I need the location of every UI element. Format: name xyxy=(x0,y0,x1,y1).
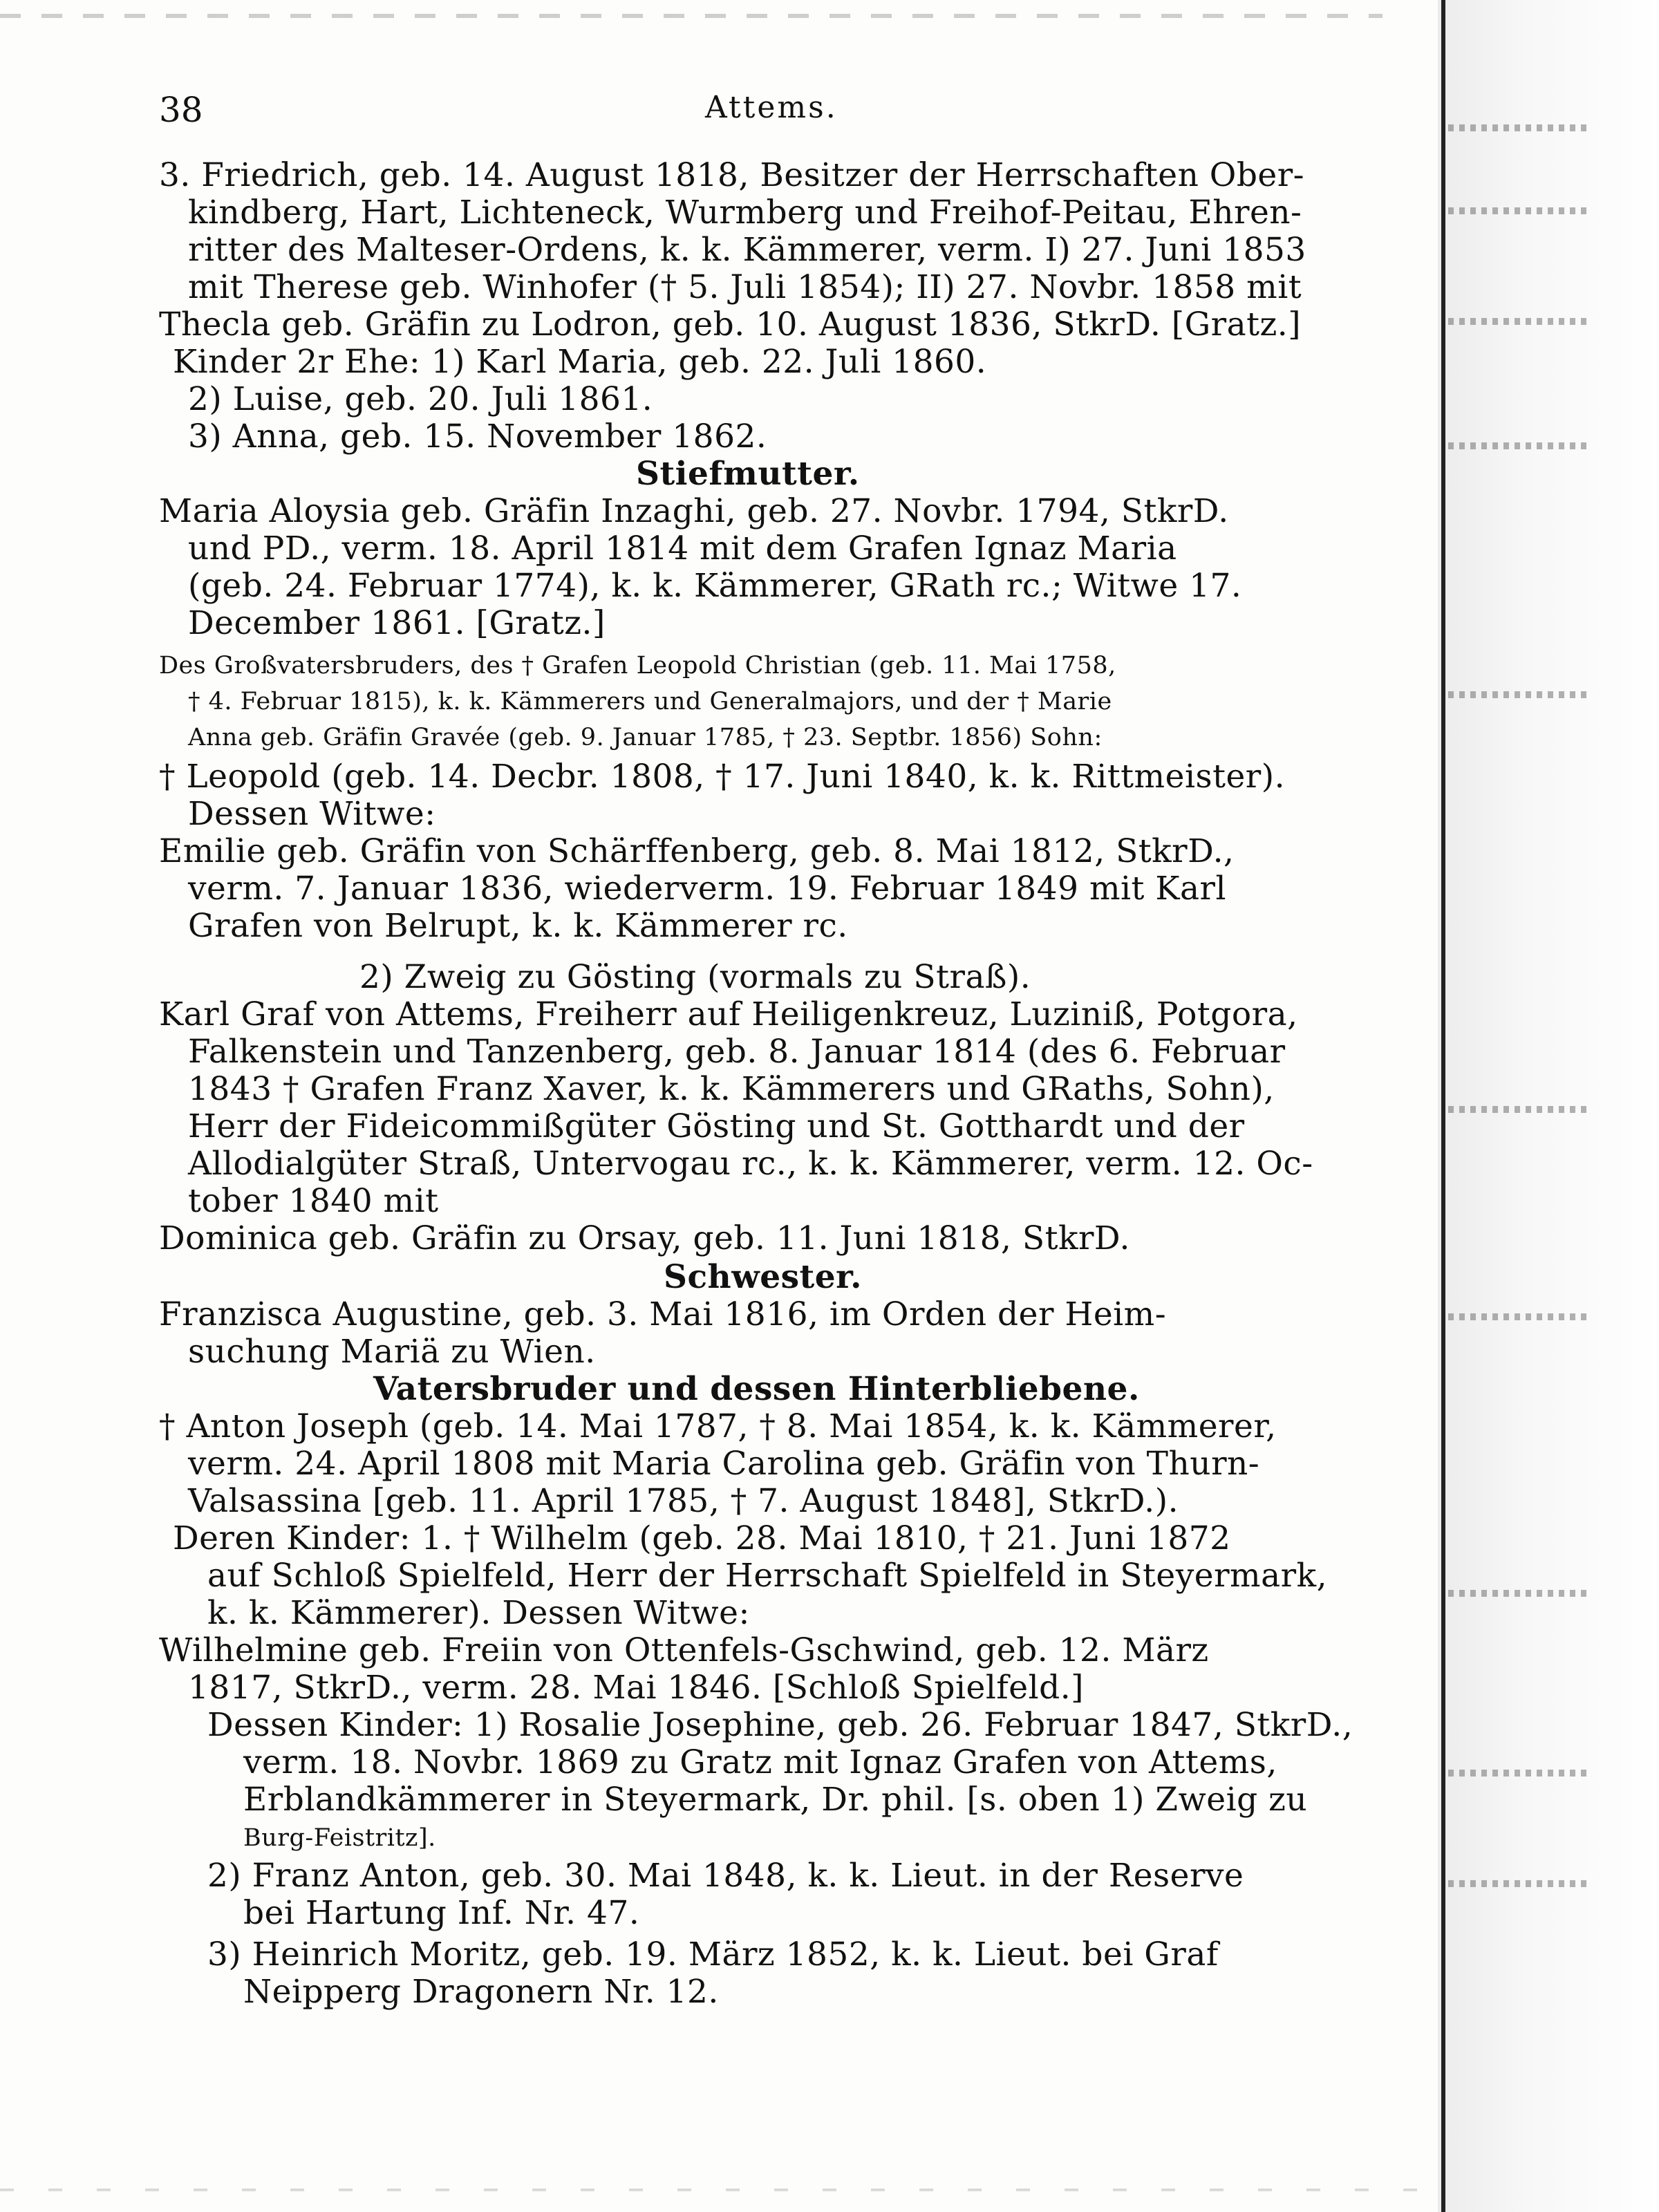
text-line-small: † 4. Februar 1815), k. k. Kämmerers und Generalmajors, und der † Marie xyxy=(188,688,1112,715)
bleed-through-mark xyxy=(1448,318,1586,325)
bleed-through-mark xyxy=(1448,1313,1586,1320)
section-heading: 2) Zweig zu Gösting (vormals zu Straß). xyxy=(359,958,1031,996)
text-line: Dessen Witwe: xyxy=(188,795,436,833)
text-line: 3) Heinrich Moritz, geb. 19. März 1852, k. k. Lieut. bei Graf xyxy=(207,1936,1219,1974)
text-line-small: Burg-Feistritz]. xyxy=(243,1824,436,1852)
text-line: Maria Aloysia geb. Gräfin Inzaghi, geb. 27. Novbr. 1794, StkrD. xyxy=(159,492,1229,530)
section-heading: Vatersbruder und dessen Hinterbliebene. xyxy=(373,1370,1140,1408)
text-line: Allodialgüter Straß, Untervogau rc., k. k. Kämmerer, verm. 12. Oc- xyxy=(188,1145,1313,1183)
text-line: † Leopold (geb. 14. Decbr. 1808, † 17. Juni 1840, k. k. Rittmeister). xyxy=(159,758,1286,796)
text-line: 1817, StkrD., verm. 28. Mai 1846. [Schloß Spielfeld.] xyxy=(188,1669,1084,1707)
text-line: 2) Franz Anton, geb. 30. Mai 1848, k. k. Lieut. in der Reserve xyxy=(207,1857,1244,1895)
text-line: Dessen Kinder: 1) Rosalie Josephine, geb. 26. Februar 1847, StkrD., xyxy=(207,1706,1353,1744)
text-line: ritter des Malteser-Ordens, k. k. Kämmerer, verm. I) 27. Juni 1853 xyxy=(188,231,1306,269)
text-line: December 1861. [Gratz.] xyxy=(188,604,606,642)
bleed-through-mark xyxy=(1448,691,1586,698)
text-line: Deren Kinder: 1. † Wilhelm (geb. 28. Mai 1810, † 21. Juni 1872 xyxy=(173,1519,1231,1557)
bleed-through-mark xyxy=(1448,1106,1586,1113)
text-line: und PD., verm. 18. April 1814 mit dem Grafen Ignaz Maria xyxy=(188,529,1177,568)
text-line: † Anton Joseph (geb. 14. Mai 1787, † 8. Mai 1854, k. k. Kämmerer, xyxy=(159,1407,1277,1445)
text-line: verm. 18. Novbr. 1869 zu Gratz mit Ignaz Grafen von Attems, xyxy=(243,1743,1277,1781)
page-header xyxy=(159,90,1369,145)
text-line: (geb. 24. Februar 1774), k. k. Kämmerer, GRath rc.; Witwe 17. xyxy=(188,567,1242,605)
text-line: 1843 † Grafen Franz Xaver, k. k. Kämmerers und GRaths, Sohn), xyxy=(188,1070,1275,1108)
text-line: bei Hartung Inf. Nr. 47. xyxy=(243,1894,640,1932)
text-line: 3) Anna, geb. 15. November 1862. xyxy=(188,418,767,456)
bleed-through-mark xyxy=(1448,207,1586,214)
text-line: 2) Luise, geb. 20. Juli 1861. xyxy=(188,380,653,418)
text-line: kindberg, Hart, Lichteneck, Wurmberg und Freihof-Peitau, Ehren- xyxy=(188,194,1302,232)
section-heading: Schwester. xyxy=(664,1258,862,1296)
bleed-through-mark xyxy=(1448,442,1586,449)
text-line: Thecla geb. Gräfin zu Lodron, geb. 10. August 1836, StkrD. [Gratz.] xyxy=(159,306,1302,344)
scan-noise-top xyxy=(0,14,1382,18)
text-line: Erblandkämmerer in Steyermark, Dr. phil. [s. oben 1) Zweig zu xyxy=(243,1781,1308,1819)
text-line: verm. 24. April 1808 mit Maria Carolina geb. Gräfin von Thurn- xyxy=(188,1445,1260,1483)
text-line: Grafen von Belrupt, k. k. Kämmerer rc. xyxy=(188,907,848,945)
text-line: Franzisca Augustine, geb. 3. Mai 1816, im Orden der Heim- xyxy=(159,1295,1167,1333)
page-number: 38 xyxy=(159,90,203,130)
text-line: Emilie geb. Gräfin von Schärffenberg, geb. 8. Mai 1812, StkrD., xyxy=(159,832,1235,870)
text-line: Herr der Fideicommißgüter Gösting und St. Gotthardt und der xyxy=(188,1107,1245,1145)
bleed-through-mark xyxy=(1448,124,1586,131)
text-line: auf Schloß Spielfeld, Herr der Herrschaft Spielfeld in Steyermark, xyxy=(207,1557,1328,1595)
text-line: mit Therese geb. Winhofer († 5. Juli 1854); II) 27. Novbr. 1858 mit xyxy=(188,268,1302,306)
text-line: Falkenstein und Tanzenberg, geb. 8. Januar 1814 (des 6. Februar xyxy=(188,1033,1286,1071)
text-line: suchung Mariä zu Wien. xyxy=(188,1333,596,1371)
text-line: Valsassina [geb. 11. April 1785, † 7. August 1848], StkrD.). xyxy=(188,1482,1179,1520)
bleed-through-mark xyxy=(1448,1880,1586,1887)
text-line-small: Des Großvatersbruders, des † Grafen Leopold Christian (geb. 11. Mai 1758, xyxy=(159,652,1116,679)
text-line: 3. Friedrich, geb. 14. August 1818, Besitzer der Herrschaften Ober- xyxy=(159,156,1305,194)
bleed-through-mark xyxy=(1448,1770,1586,1777)
text-line: Dominica geb. Gräfin zu Orsay, geb. 11. Juni 1818, StkrD. xyxy=(159,1219,1130,1257)
bleed-through-mark xyxy=(1448,1590,1586,1597)
text-line: Kinder 2r Ehe: 1) Karl Maria, geb. 22. Juli 1860. xyxy=(173,343,987,381)
text-line: verm. 7. Januar 1836, wiederverm. 19. Februar 1849 mit Karl xyxy=(188,870,1227,908)
section-heading: Stiefmutter. xyxy=(636,455,860,493)
text-line: tober 1840 mit xyxy=(188,1182,439,1220)
text-line: Wilhelmine geb. Freiin von Ottenfels-Gschwind, geb. 12. März xyxy=(159,1631,1209,1669)
text-line-small: Anna geb. Gräfin Gravée (geb. 9. Januar 1785, † 23. Septbr. 1856) Sohn: xyxy=(188,724,1103,751)
text-line: Neipperg Dragonern Nr. 12. xyxy=(243,1973,719,2011)
running-head: Attems. xyxy=(705,90,838,125)
text-line: Karl Graf von Attems, Freiherr auf Heiligenkreuz, Luziniß, Potgora, xyxy=(159,995,1298,1033)
scan-noise-bottom xyxy=(0,2188,1438,2191)
page-fold-line xyxy=(1441,0,1445,2212)
text-line: k. k. Kämmerer). Dessen Witwe: xyxy=(207,1594,750,1632)
